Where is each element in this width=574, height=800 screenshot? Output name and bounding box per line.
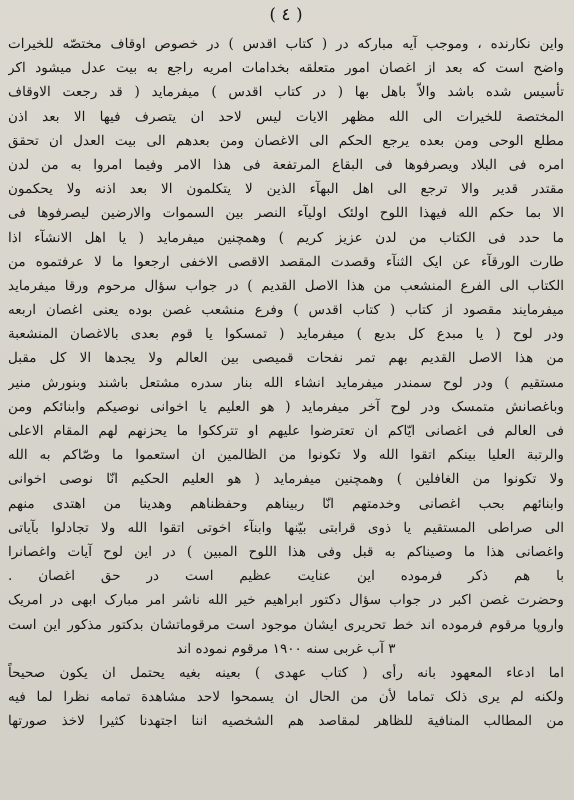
text-line: طارت الورقآء عن ایک الثنآء وقصدت المقصد الاقصی الاخفی ارجعوا ما لا عرفتموه من (8, 253, 564, 270)
text-line: المختصة للخیرات الی الله مظهر الایات لیس لاحد ان یتصرف فیها الا بعد اذن (8, 108, 564, 125)
text-line: مستقیم ) ودر لوح سمندر میفرماید انشاء الله بنار سدره مشتعل باشند وبنورش منیر (8, 374, 564, 391)
text-line: ولا تکونوا من الغافلین ) وهمچنین میفرماید ( هو العلیم الحکیم انّا نوصی اخوانی (8, 471, 564, 488)
text-line: وباغصانش متمسک ودر لوح آخر میفرماید ( هو العلیم یا اخوانی نوصیکم وابنائکم ومن (8, 398, 564, 415)
text-line: الکتاب الی الفرع المنشعب من هذا الاصل القدیم ) در جواب سؤال مرحوم ورقا میفرماید (8, 277, 564, 294)
text-line: والرتبة العلیا بینکم اتقوا الله ولا تکونوا من الظالمین ان استعموا ما وصّاکم به الله (8, 447, 564, 464)
page-number: ( ٤ ) (269, 5, 303, 25)
text-line: تأسیس شده باشد والاّ باهل بها ( در کتاب اقدس ) میفرماید ( قد رجعت الاوقاف (8, 84, 564, 101)
text-line: واروپا مرقوم فرموده اند خط تحریری ایشان موجود است مرقوماتشان بدکتور مذکور این است (8, 616, 564, 633)
text-line: واغصانی هذا ما وصیناکم به قبل وفی هذا اللوح المبین ) در این لوح آیات واغصانرا (8, 543, 564, 560)
text-line: ما حدد فی الکتاب من لدن عزیز کریم ) وهمچنین میفرماید ( یا اهل الانشآء اذا (8, 229, 564, 246)
text-line: مطلع الوحی ومن بعده یرجع الحکم الی الاغصان ومن بعدهم الی بیت العدل ان تحقق (8, 132, 564, 149)
text-line: وابنائهم بحب اغصانی وخدمتهم انّا ربیناهم وحفظناهم وهدینا من اهتدی منهم (8, 495, 564, 512)
text-line: الا بما حکم الله فیهذا اللوح اولئک اولیآء النصر بین السموات والارضین لیصرفوها فی (8, 205, 564, 222)
text-line: میفرمایند مقصود از کتاب ( کتاب اقدس ) وفرع منشعب غصن بوده یعنی اغصان اربعه (8, 302, 564, 319)
text-line: ولکنه لم یری ذلک تماما لأن من الحال ان یسمحوا لاحد مشاهدة تمامه نظرا لما فیه (8, 689, 564, 706)
text-line: اما ادعاء المعهود بانه رأی ( کتاب عهدی ) بعینه بغیه یحتمل ان یکون صحیحاً (8, 664, 564, 681)
text-line: ودر لوح ( یا مبدع کل بدیع ) میفرماید ( تمسکوا یا قوم بعدی بالاغصان المنشعبة (8, 326, 564, 343)
text-line: واضح است که بعد از اغصان امور متعلقه بخدامات امریه راجع به بیت عدل میشود اکر (8, 60, 564, 77)
text-line: مقتدر قدیر والا ترجع الی اهل البهآء الذین لا یتکلمون الا بعد اذنه ولا یحکمون (8, 181, 564, 198)
date-line: ۳ آب غربی سنه ۱۹۰۰ مرقوم نموده اند (176, 640, 396, 657)
text-line: واین نکارنده ، وموجب آیه مبارکه در ( کتاب اقدس ) در خصوص اوقاف مختصّه للخیرات (8, 36, 564, 52)
text-line: وحضرت غصن اکبر در جواب سؤال دکتور ابراهیم خیر الله ناشر امر مبارک ابهی در امریک (8, 592, 564, 609)
text-line: با هم ذکر فرموده این عنایت عظیم است در حق اغصان . (8, 568, 564, 585)
text-line: من هذا الاصل القدیم بهم تمر نفحات قمیصی بین العالم ولا یجدها الا کل مقبل (8, 350, 564, 367)
text-line: من المطالب المنافیة للظاهر لمقاصد هم الشخصیه اننا اجتهدنا کثیرا لاخذ صورتها (8, 713, 564, 730)
text-line: فی العالم فی اغصانی ایّاکم ان تعترضوا علیهم او تترککوا ما یحزنهم لهم المقام الاعلی (8, 423, 564, 439)
text-line: امره فی البلاد ویصرفوها فی البقاع المرتفعة فی هذا الامر وفیما امروا به من لدن (8, 156, 564, 173)
text-line: الی صراطی المستقیم یا ذوی قرابتی بیّنها وابنآء اخوتی اتقوا الله ولا تجادلوا بآیاتی (8, 519, 564, 536)
